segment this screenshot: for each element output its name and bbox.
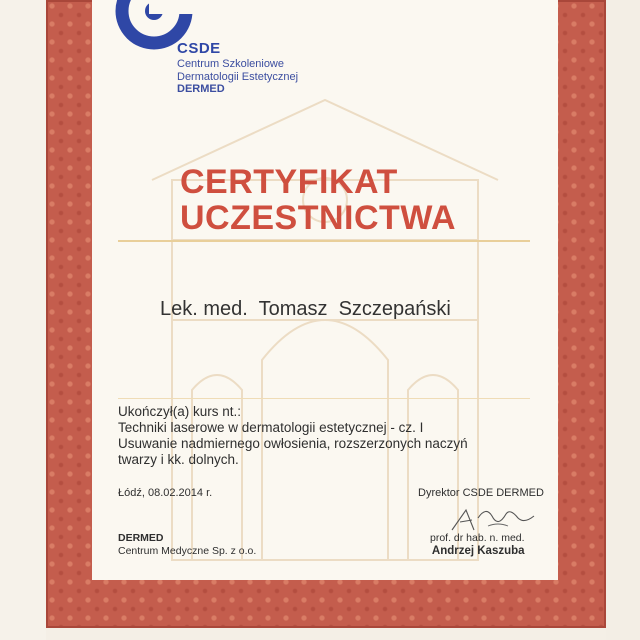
- director-name: Andrzej Kaszuba: [431, 545, 525, 557]
- body-divider: [118, 398, 530, 399]
- title-line-2: UCZESTNICTWA: [180, 199, 457, 237]
- director-title: Dyrektor CSDE DERMED: [418, 487, 544, 499]
- organization-line-1: Centrum Szkoleniowe: [177, 58, 284, 70]
- organization-name: [177, 40, 298, 96]
- organization-acronym: CSDE: [177, 40, 221, 57]
- course-line-3: twarzy i kk. dolnych.: [118, 452, 239, 467]
- course-line-2: Usuwanie nadmiernego owłosienia, rozszerzonych naczyń: [118, 436, 468, 451]
- director-degree: prof. dr hab. n. med.: [430, 532, 525, 544]
- title-line-1: CERTYFIKAT: [180, 163, 398, 201]
- organization-line-2: Dermatologii Estetycznej: [177, 70, 299, 83]
- handwritten-signature: [448, 500, 540, 534]
- title-divider: [118, 240, 530, 242]
- company-full-name: Centrum Medyczne Sp. z o.o.: [118, 545, 257, 557]
- director-signature-block: [430, 532, 525, 558]
- organization-line-3: DERMED: [177, 83, 225, 95]
- scan-margin-left: [0, 0, 46, 640]
- company-block: [118, 532, 256, 558]
- certificate-title: [180, 164, 456, 236]
- scan-margin-right: [606, 0, 640, 640]
- course-intro: Ukończył(a) kurs nt.:: [118, 404, 242, 419]
- company-name: DERMED: [118, 532, 164, 544]
- course-line-1: Techniki laserowe w dermatologii estetycznej - cz. I: [118, 420, 424, 435]
- place-and-date: Łódź, 08.02.2014 r.: [118, 487, 213, 499]
- course-description: [118, 404, 468, 468]
- recipient-name: Lek. med. Tomasz Szczepański: [160, 298, 451, 320]
